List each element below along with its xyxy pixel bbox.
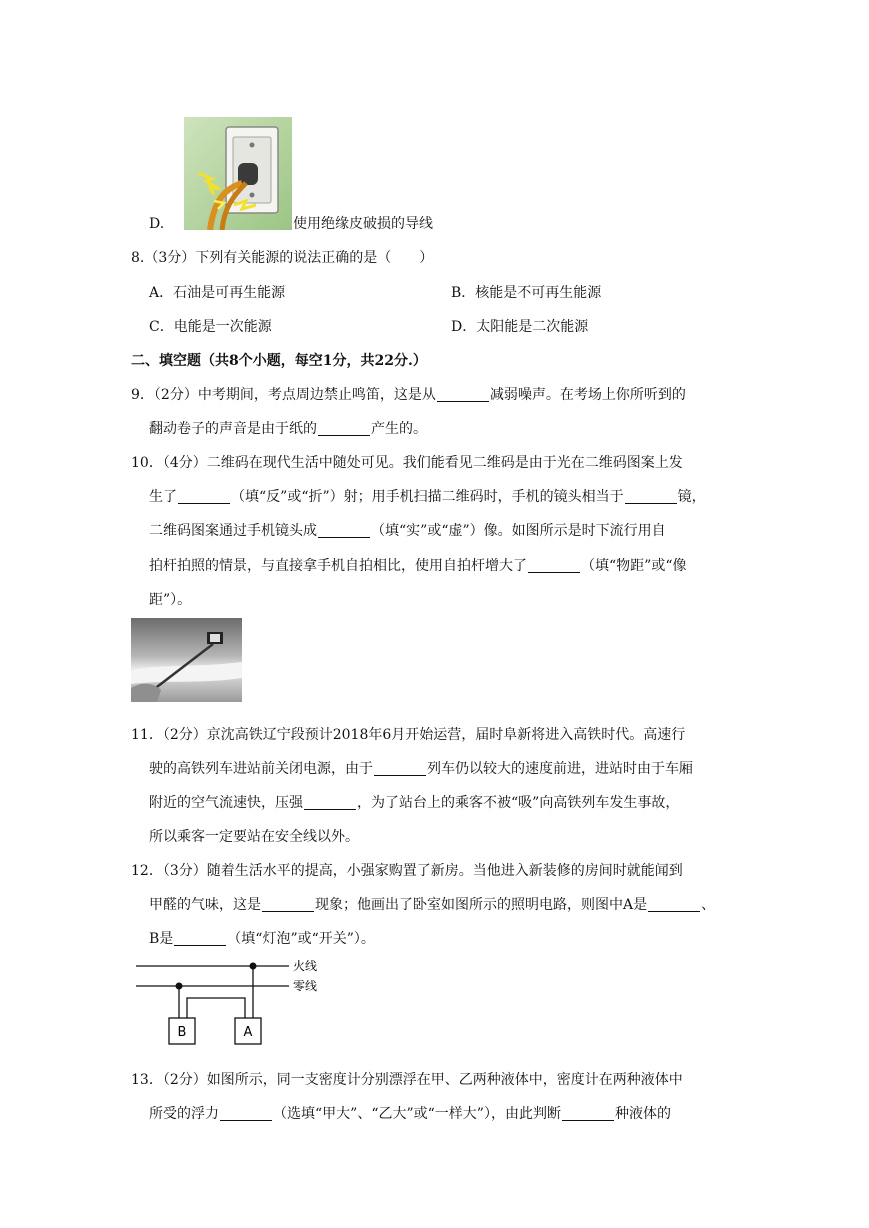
answer-blank[interactable] [178,489,230,504]
answer-blank[interactable] [625,489,677,504]
answer-blank[interactable] [318,421,370,436]
q9-line-1: 9．（2分）中考期间，考点周边禁止鸣笛，这是从 减弱噪声。在考场上你所听到的 [131,387,686,403]
q10-line-3: 二维码图案通过手机镜头成 （填“实”或“虚”）像。如图所示是时下流行用自 [149,523,666,539]
q8-option-a: A．石油是可再生能源 [149,285,286,301]
q10-line-1: 10．（4分）二维码在现代生活中随处可见。我们能看见二维码是由于光在二维码图案上发 [131,455,683,471]
damaged-cord-figure [184,117,292,230]
q9-line-2: 翻动卷子的声音是由于纸的 产生的。 [149,421,427,437]
q10-line-2: 生了 （填“反”或“折”）射；用手机扫描二维码时，手机的镜头相当于 镜， [149,489,706,505]
lighting-circuit-diagram [131,955,351,1047]
q10-line-5: 距”）。 [149,592,192,608]
neutral-label: 零线 [293,979,318,993]
q11-line-4: 所以乘客一定要站在安全线以外。 [149,829,359,845]
option-d-text: 使用绝缘皮破损的导线 [293,216,433,232]
q12-line-3: B是 （填“灯泡”或“开关”）。 [149,931,375,947]
section-title: 二、填空题（共8个小题，每空1分，共22分.） [131,353,427,369]
answer-blank[interactable] [220,1106,272,1121]
answer-blank[interactable] [304,795,356,810]
answer-blank[interactable] [437,387,489,402]
q13-line-2: 所受的浮力 （选填“甲大”、“乙大”或“一样大”），由此判断 种液体的 [149,1106,671,1122]
box-b-label: B [177,1025,187,1040]
live-label: 火线 [293,959,318,973]
q12-line-1: 12．（3分）随着生活水平的提高，小强家购置了新房。当他进入新装修的房间时就能闻到 [131,863,683,879]
q13-line-1: 13．（2分）如图所示，同一支密度计分别漂浮在甲、乙两种液体中，密度计在两种液体中 [131,1072,683,1088]
answer-blank[interactable] [374,761,426,776]
selfie-stick-figure [131,618,242,702]
q11-line-1: 11．（2分）京沈高铁辽宁段预计2018年6月开始运营，届时阜新将进入高铁时代。高速行 [131,727,686,743]
answer-blank[interactable] [528,558,580,573]
q8-stem: 8.（3分）下列有关能源的说法正确的是（ ） [131,250,434,266]
q10-line-4: 拍杆拍照的情景，与直接拿手机自拍相比，使用自拍杆增大了 （填“物距”或“像 [149,558,687,574]
q8-option-c: C．电能是一次能源 [149,319,272,335]
box-a-label: A [243,1025,253,1040]
answer-blank[interactable] [262,897,314,912]
q8-option-b: B．核能是不可再生能源 [451,285,602,301]
answer-blank[interactable] [562,1106,614,1121]
q11-line-3: 附近的空气流速快，压强 ，为了站台上的乘客不被“吸”向高铁列车发生事故， [149,795,680,811]
answer-blank[interactable] [174,931,226,946]
option-d-letter: D. [149,216,165,232]
q8-option-d: D．太阳能是二次能源 [451,319,589,335]
answer-blank[interactable] [648,897,700,912]
q11-line-2: 驶的高铁列车进站前关闭电源，由于 列车仍以较大的速度前进，进站时由于车厢 [149,761,693,777]
answer-blank[interactable] [318,523,370,538]
q12-line-2: 甲醛的气味，这是 现象；他画出了卧室如图所示的照明电路，则图中A是 、 [149,897,716,913]
